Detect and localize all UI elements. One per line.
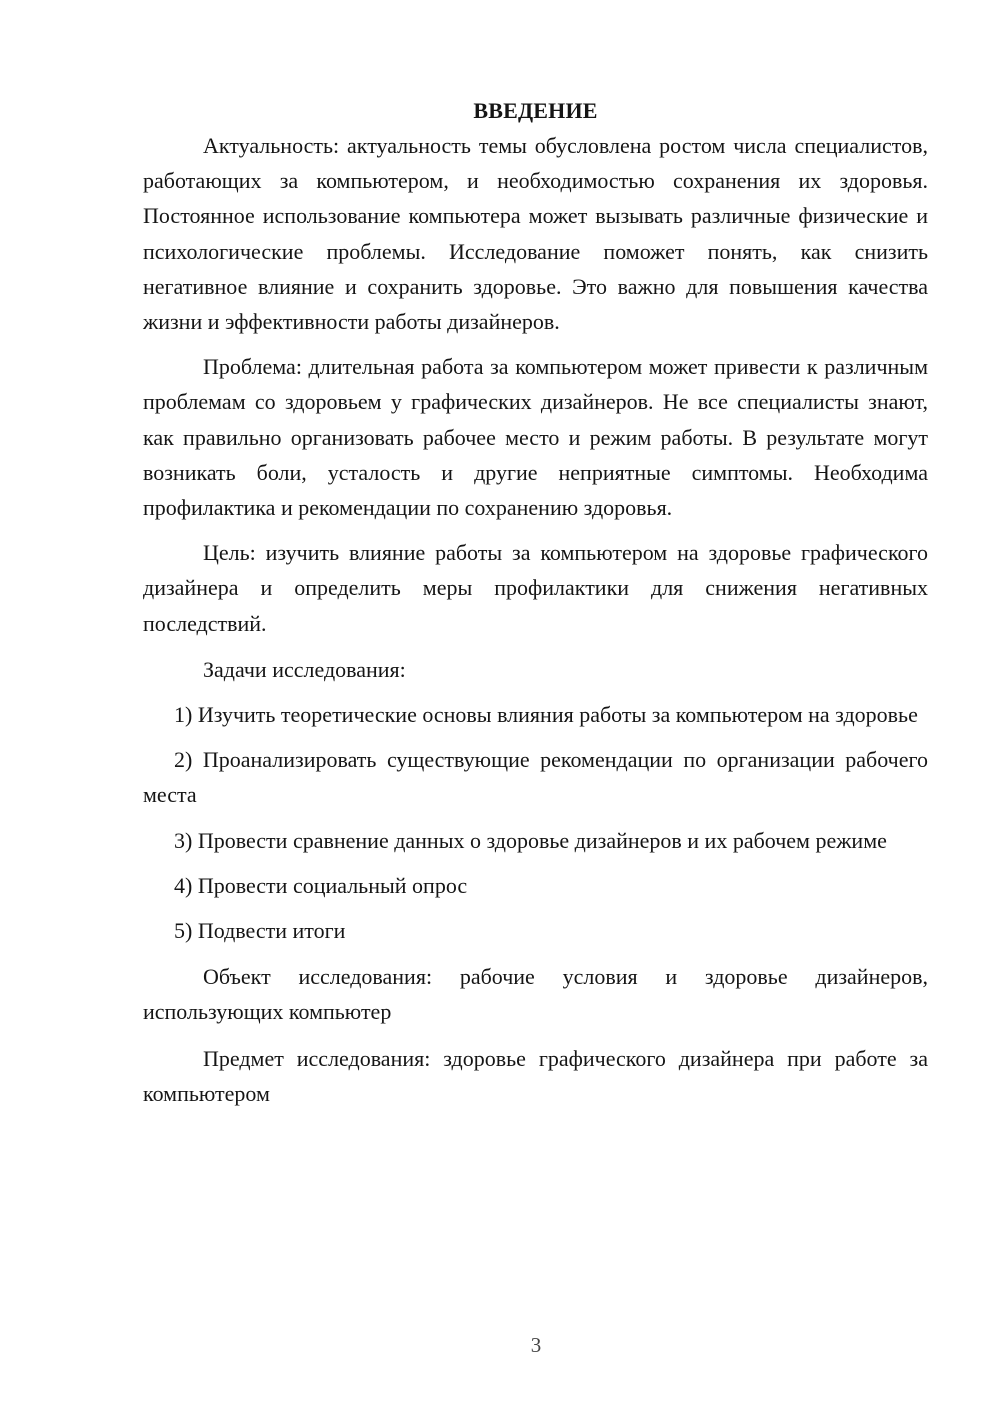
paragraph-subject: Предмет исследования: здоровье графического дизайнера при работе за компьютером bbox=[143, 1045, 928, 1106]
list-item: 1) Изучить теоретические основы влияния работы за компьютером на здоровье bbox=[174, 702, 918, 728]
page-title: ВВЕДЕНИЕ bbox=[473, 98, 598, 123]
tasks-heading: Задачи исследования: bbox=[203, 656, 406, 682]
paragraph-goal: Цель: изучить влияние работы за компьютером на здоровье графического дизайнера и определить меры профилактики для снижения негативных последствий. bbox=[143, 540, 928, 636]
document-page bbox=[143, 93, 928, 1111]
list-item: 4) Провести социальный опрос bbox=[174, 872, 468, 898]
paragraph-problem: Проблема: длительная работа за компьютером может привести к различным проблемам со здоровьем у графических дизайнеров. Не все специалисты знают, как правильно организовать рабочее место и режим работы. В результате могут возникать боли, усталость и другие неприятные симптомы. Необходима профилактика и рекомендации по сохранению здоровья. bbox=[143, 354, 928, 521]
tasks-list bbox=[143, 697, 928, 948]
paragraph-object: Объект исследования: рабочие условия и здоровье дизайнеров, использующих компьютер bbox=[143, 964, 928, 1025]
page-number: 3 bbox=[530, 1333, 542, 1357]
paragraph-relevance: Актуальность: актуальность темы обусловлена ростом числа специалистов, работающих за компьютером, и необходимостью сохранения их здоровья. Постоянное использование компьютера может вызывать различные физические и психологические проблемы. Исследование поможет понять, как снизить негативное влияние и сохранить здоровье. Это важно для повышения качества жизни и эффективности работы дизайнеров. bbox=[143, 133, 928, 335]
list-item: 3) Провести сравнение данных о здоровье дизайнеров и их рабочем режиме bbox=[174, 827, 887, 853]
list-item: 5) Подвести итоги bbox=[174, 918, 346, 944]
list-item: 2) Проанализировать существующие рекомендации по организации рабочего места bbox=[143, 747, 928, 808]
